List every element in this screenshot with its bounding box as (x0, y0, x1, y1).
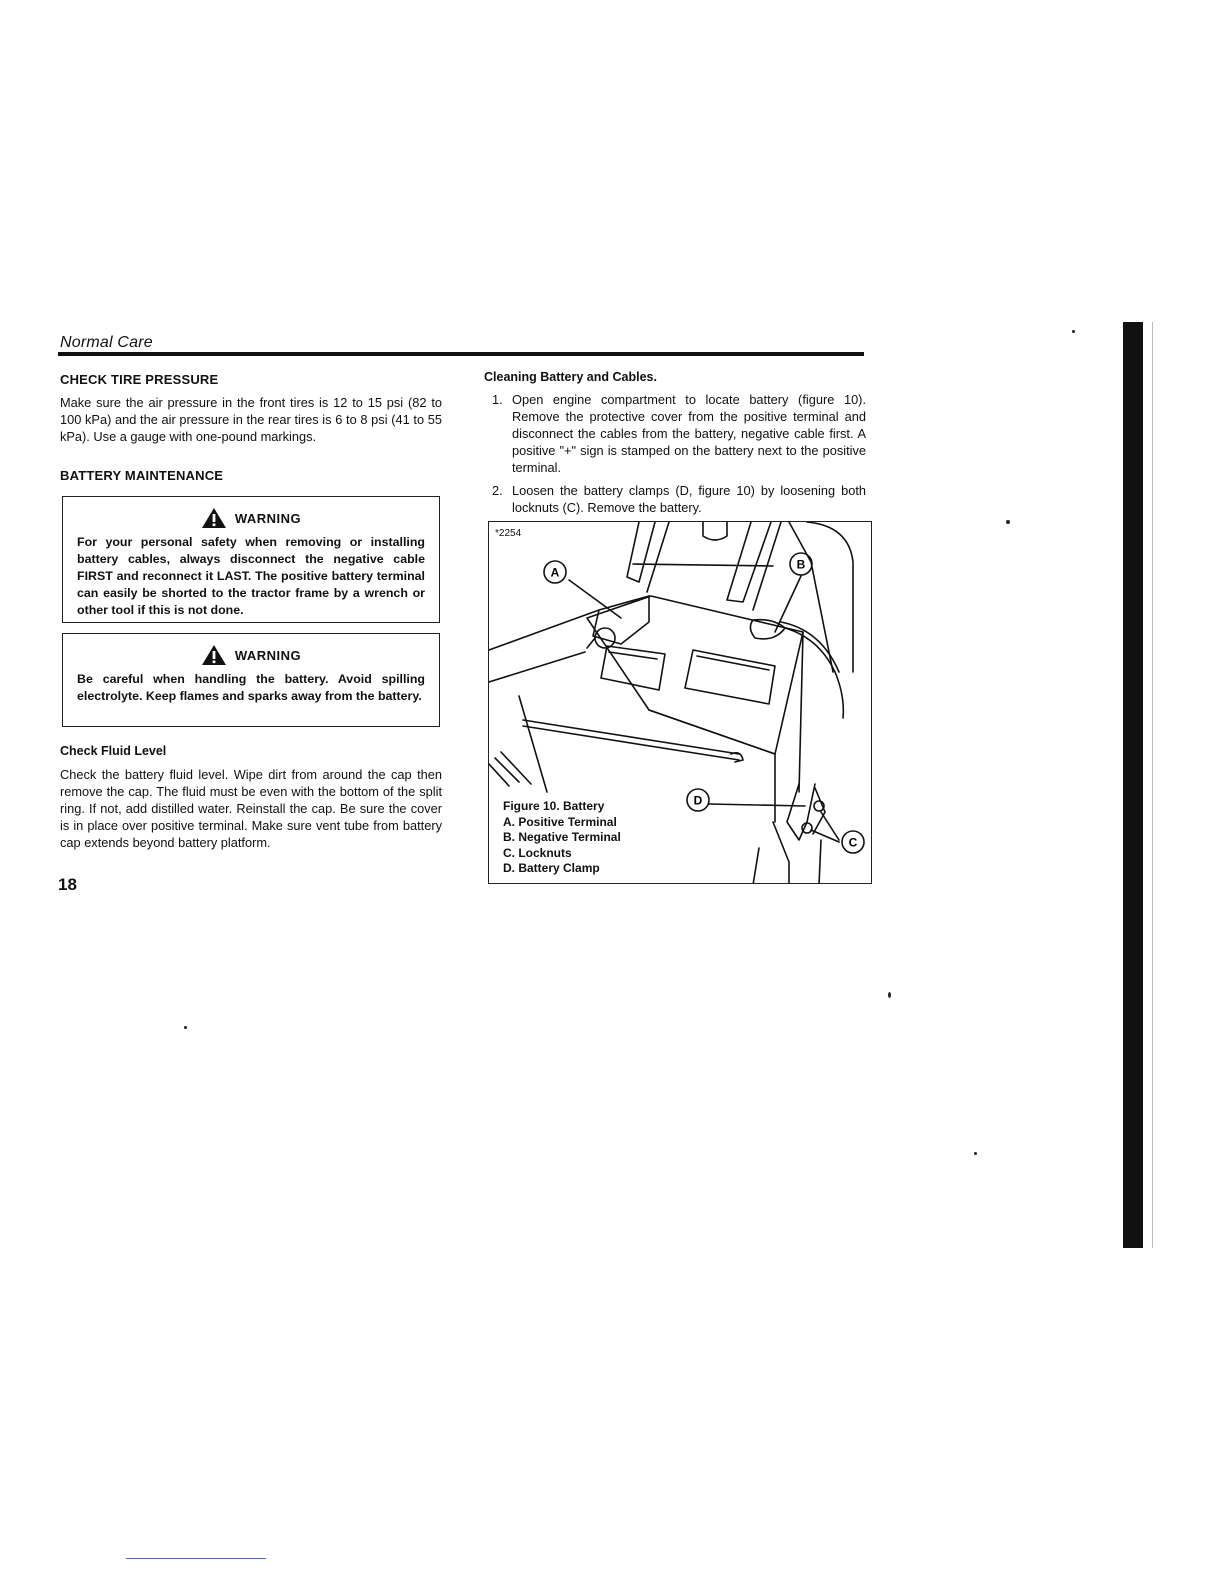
check-tire-pressure-heading: CHECK TIRE PRESSURE (60, 372, 219, 387)
page-header-title: Normal Care (60, 334, 153, 351)
figure-id: *2254 (495, 528, 522, 539)
header-rule (58, 352, 864, 356)
battery-maintenance-heading: BATTERY MAINTENANCE (60, 468, 224, 483)
bottom-rule (126, 1558, 266, 1559)
figure-legend-item: B. Negative Terminal (503, 830, 621, 844)
list-item (484, 482, 866, 516)
cleaning-steps-list (484, 391, 866, 522)
warning-label: WARNING (234, 510, 302, 526)
page-number: 18 (58, 875, 77, 894)
figure-legend-item: D. Battery Clamp (503, 861, 600, 875)
cleaning-battery-heading: Cleaning Battery and Cables. (484, 370, 657, 384)
scan-speck (184, 1026, 187, 1029)
warning-triangle-icon (201, 507, 227, 529)
list-item (484, 391, 866, 476)
figure-caption-title: Figure 10. Battery (503, 799, 605, 813)
warning-handling-text: Be careful when handling the battery. Avoid spilling electrolyte. Keep flames and sparks away from the battery. (77, 672, 425, 703)
check-fluid-level-heading: Check Fluid Level (60, 744, 167, 758)
fluid-level-body: Check the battery fluid level. Wipe dirt from around the cap then remove the cap. The fluid must be even with the bottom of the split ring. If not, add distilled water. Reinstall the cap. Be sure the cover is in place over positive terminal. Make sure vent tube from battery cap extends beyond battery platform. (60, 767, 442, 850)
scan-speck (888, 992, 891, 998)
warning-box-handling (62, 633, 440, 727)
scan-speck (1072, 330, 1075, 333)
scan-speck (974, 1152, 977, 1155)
tire-pressure-body: Make sure the air pressure in the front tires is 12 to 15 psi (82 to 100 kPa) and the air pressure in the rear tires is 6 to 8 psi (41 to 55 kPa). Use a gauge with one-pound markings. (60, 395, 442, 444)
callout-a: A (550, 565, 560, 580)
figure-legend-item: A. Positive Terminal (503, 814, 617, 829)
step-number: 1. (492, 392, 503, 407)
step-text: Loosen the battery clamps (D, figure 10) by loosening both locknuts (C). Remove the battery. (512, 483, 866, 515)
callout-b: B (796, 557, 806, 572)
figure-battery (488, 521, 872, 884)
scan-speck (1006, 520, 1010, 524)
figure-legend-item: C. Locknuts (503, 845, 572, 860)
warning-cables-text: For your personal safety when removing or installing battery cables, always disconnect the negative cable FIRST and reconnect it LAST. The positive battery terminal can easily be shorted to the tractor frame by a wrench or other tool if this is not done. (77, 535, 425, 617)
figure-caption (503, 799, 621, 877)
scan-edge-line (1152, 322, 1153, 1248)
scan-edge-bar (1123, 322, 1143, 1248)
callout-c: C (848, 835, 858, 850)
callout-d: D (693, 793, 703, 808)
step-text: Open engine compartment to locate battery (figure 10). Remove the protective cover from the positive terminal and disconnect the cables from the battery, negative cable first. A positive "+" sign is stamped on the battery next to the positive terminal. (512, 392, 866, 475)
warning-label: WARNING (234, 647, 302, 663)
warning-box-cables (62, 496, 440, 623)
step-number: 2. (492, 483, 503, 498)
warning-triangle-icon (201, 644, 227, 666)
